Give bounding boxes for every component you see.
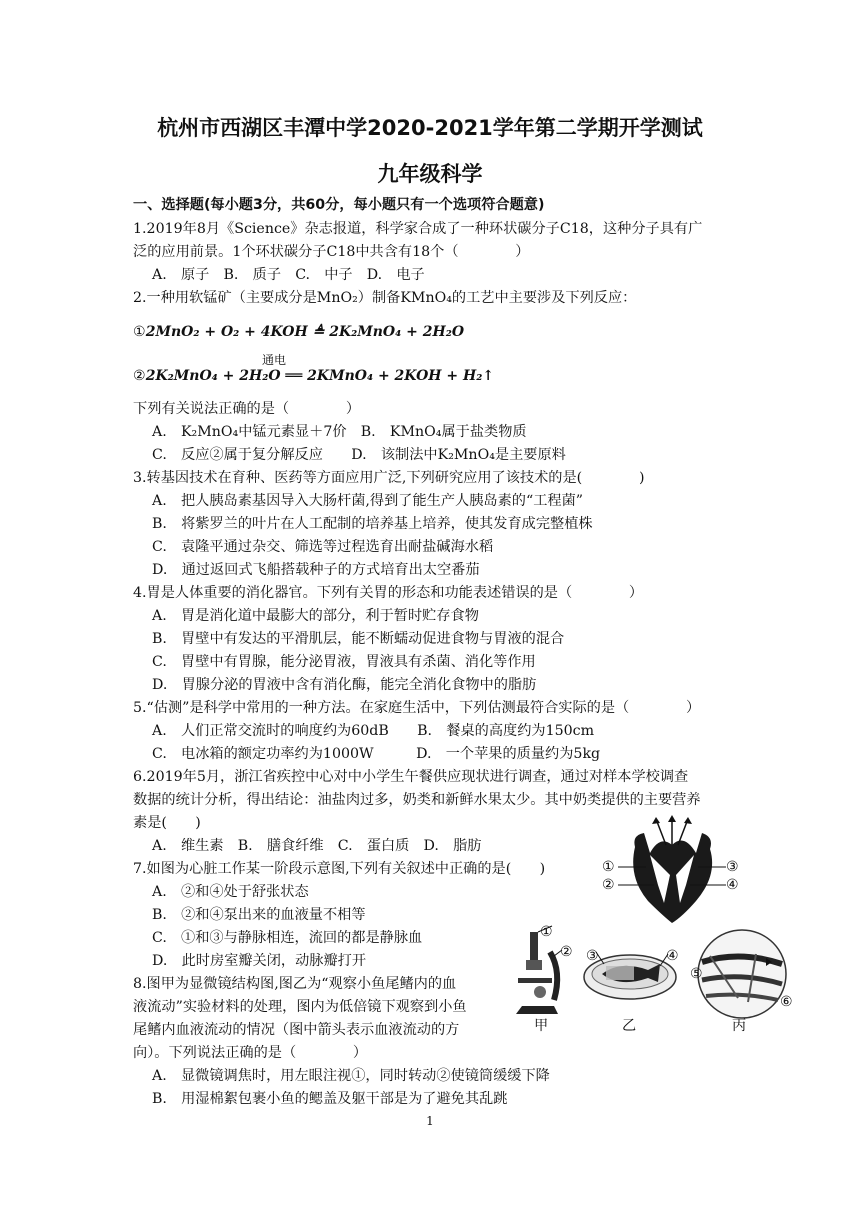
q4-option-b: B. 胃壁中有发达的平滑肌层，能不断蠕动促进食物与胃液的混合 — [152, 631, 565, 647]
q7-option-b: B. ②和④泵出来的血液量不相等 — [152, 907, 366, 923]
q3-option-d: D. 通过返回式飞船搭载种子的方式培育出太空番茄 — [152, 562, 480, 578]
fig-label-3: ③ — [586, 948, 599, 964]
heart-label-4: ④ — [726, 877, 739, 893]
q2-options-ab: A. K₂MnO₄中锰元素显＋7价 B. KMnO₄属于盐类物质 — [152, 424, 527, 440]
q6-stem-line1: 6.2019年5月，浙江省疾控中心对中小学生午餐供应现状进行调查，通过对样本学校调查 — [133, 769, 689, 785]
fig-label-5: ⑤ — [690, 966, 703, 982]
q1-options: A. 原子 B. 质子 C. 中子 D. 电子 — [152, 267, 425, 283]
section-heading: 一、选择题(每小题3分，共60分，每小题只有一个选项符合题意) — [133, 197, 545, 213]
fig-label-6: ⑥ — [780, 994, 793, 1010]
fig-label-1: ① — [540, 924, 553, 940]
page-title: 杭州市西湖区丰潭中学2020-2021学年第二学期开学测试 — [157, 116, 703, 140]
fig-label-2: ② — [560, 944, 573, 960]
caption-bing: 丙 — [732, 1018, 747, 1034]
q2-equation-2 — [133, 366, 494, 386]
caption-jia: 甲 — [534, 1018, 549, 1034]
q8-stem-line4: 向）。下列说法正确的是（ ） — [133, 1045, 368, 1061]
q1-stem-line2: 泛的应用前景。1个环状碳分子C18中共含有18个（ ） — [133, 244, 530, 260]
q2-question: 下列有关说法正确的是（ ） — [133, 401, 361, 417]
eq1-number: ① — [133, 324, 146, 340]
eq1-formula: 2MnO₂ + O₂ + 4KOH ≜ 2K₂MnO₄ + 2H₂O — [145, 324, 465, 340]
microscope-drawing — [516, 926, 562, 1014]
page-number: 1 — [426, 1114, 434, 1128]
fig-label-4: ④ — [666, 948, 679, 964]
q3-option-c: C. 袁隆平通过杂交、筛选等过程选育出耐盐碱海水稻 — [152, 539, 494, 555]
q8-option-a: A. 显微镜调焦时，用左眼注视①，同时转动②使镜筒缓缓下降 — [152, 1068, 550, 1084]
q4-option-a: A. 胃是消化道中最膨大的部分，利于暂时贮存食物 — [152, 608, 479, 624]
q8-stem-line3: 尾鳍内血液流动的情况（图中箭头表示血液流动的方 — [133, 1022, 460, 1038]
heart-diagram — [600, 815, 745, 925]
q5-stem: 5.“估测”是科学中常用的一种方法。在家庭生活中，下列估测最符合实际的是（ ） — [133, 700, 701, 716]
blood-vessel-drawing — [698, 930, 786, 1018]
heart-label-3: ③ — [726, 859, 739, 875]
q8-stem-line1: 8.图甲为显微镜结构图,图乙为“观察小鱼尾鳍内的血 — [133, 976, 457, 992]
q2-options-cd: C. 反应②属于复分解反应 D. 该制法中K₂MnO₄是主要原料 — [152, 447, 566, 463]
q1-stem-line1: 1.2019年8月《Science》杂志报道，科学家合成了一种环状碳分子C18，这种分子具有广 — [133, 221, 703, 237]
q2-equation-1 — [133, 322, 464, 342]
q7-stem: 7.如图为心脏工作某一阶段示意图,下列有关叙述中正确的是( ) — [133, 861, 546, 877]
q4-stem: 4.胃是人体重要的消化器官。下列有关胃的形态和功能表述错误的是（ ） — [133, 585, 644, 601]
q8-figure — [510, 922, 800, 1037]
q8-option-b: B. 用湿棉絮包裹小鱼的鳃盖及躯干部是为了避免其乱跳 — [152, 1091, 508, 1107]
q6-stem-line3: 素是( ) — [133, 815, 201, 831]
heart-label-2: ② — [602, 877, 615, 893]
q7-option-c: C. ①和③与静脉相连，流回的都是静脉血 — [152, 930, 423, 946]
q8-stem-line2: 液流动”实验材料的处理，图内为低倍镜下观察到小鱼 — [133, 999, 467, 1015]
page-subtitle: 九年级科学 — [377, 162, 483, 186]
q5-options-cd: C. 电冰箱的额定功率约为1000W D. 一个苹果的质量约为5kg — [152, 746, 601, 762]
q6-stem-line2: 数据的统计分析，得出结论：油盐肉过多，奶类和新鲜水果太少。其中奶类提供的主要营养 — [133, 792, 701, 808]
q2-stem: 2.一种用软锰矿（主要成分是MnO₂）制备KMnO₄的工艺中主要涉及下列反应： — [133, 290, 637, 306]
q3-option-b: B. 将紫罗兰的叶片在人工配制的培养基上培养，使其发育成完整植株 — [152, 516, 593, 532]
eq2-number: ② — [133, 368, 146, 384]
q5-options-ab: A. 人们正常交流时的响度约为60dB B. 餐桌的高度约为150cm — [152, 723, 595, 739]
q3-stem: 3.转基因技术在育种、医药等方面应用广泛,下列研究应用了该技术的是( ) — [133, 470, 645, 486]
eq2-formula: 2K₂MnO₄ + 2H₂O ══ 2KMnO₄ + 2KOH + H₂↑ — [145, 368, 495, 384]
q7-option-d: D. 此时房室瓣关闭，动脉瓣打开 — [152, 953, 367, 969]
q6-options: A. 维生素 B. 膳食纤维 C. 蛋白质 D. 脂肪 — [152, 838, 482, 854]
q7-option-a: A. ②和④处于舒张状态 — [152, 884, 309, 900]
heart-label-1: ① — [602, 859, 615, 875]
caption-yi: 乙 — [622, 1018, 637, 1034]
q4-option-d: D. 胃腺分泌的胃液中含有消化酶，能完全消化食物中的脂肪 — [152, 677, 537, 693]
q3-option-a: A. 把人胰岛素基因导入大肠杆菌,得到了能生产人胰岛素的“工程菌” — [152, 493, 584, 509]
eq2-condition: 通电 — [262, 353, 287, 367]
q4-option-c: C. 胃壁中有胃腺，能分泌胃液，胃液具有杀菌、消化等作用 — [152, 654, 536, 670]
